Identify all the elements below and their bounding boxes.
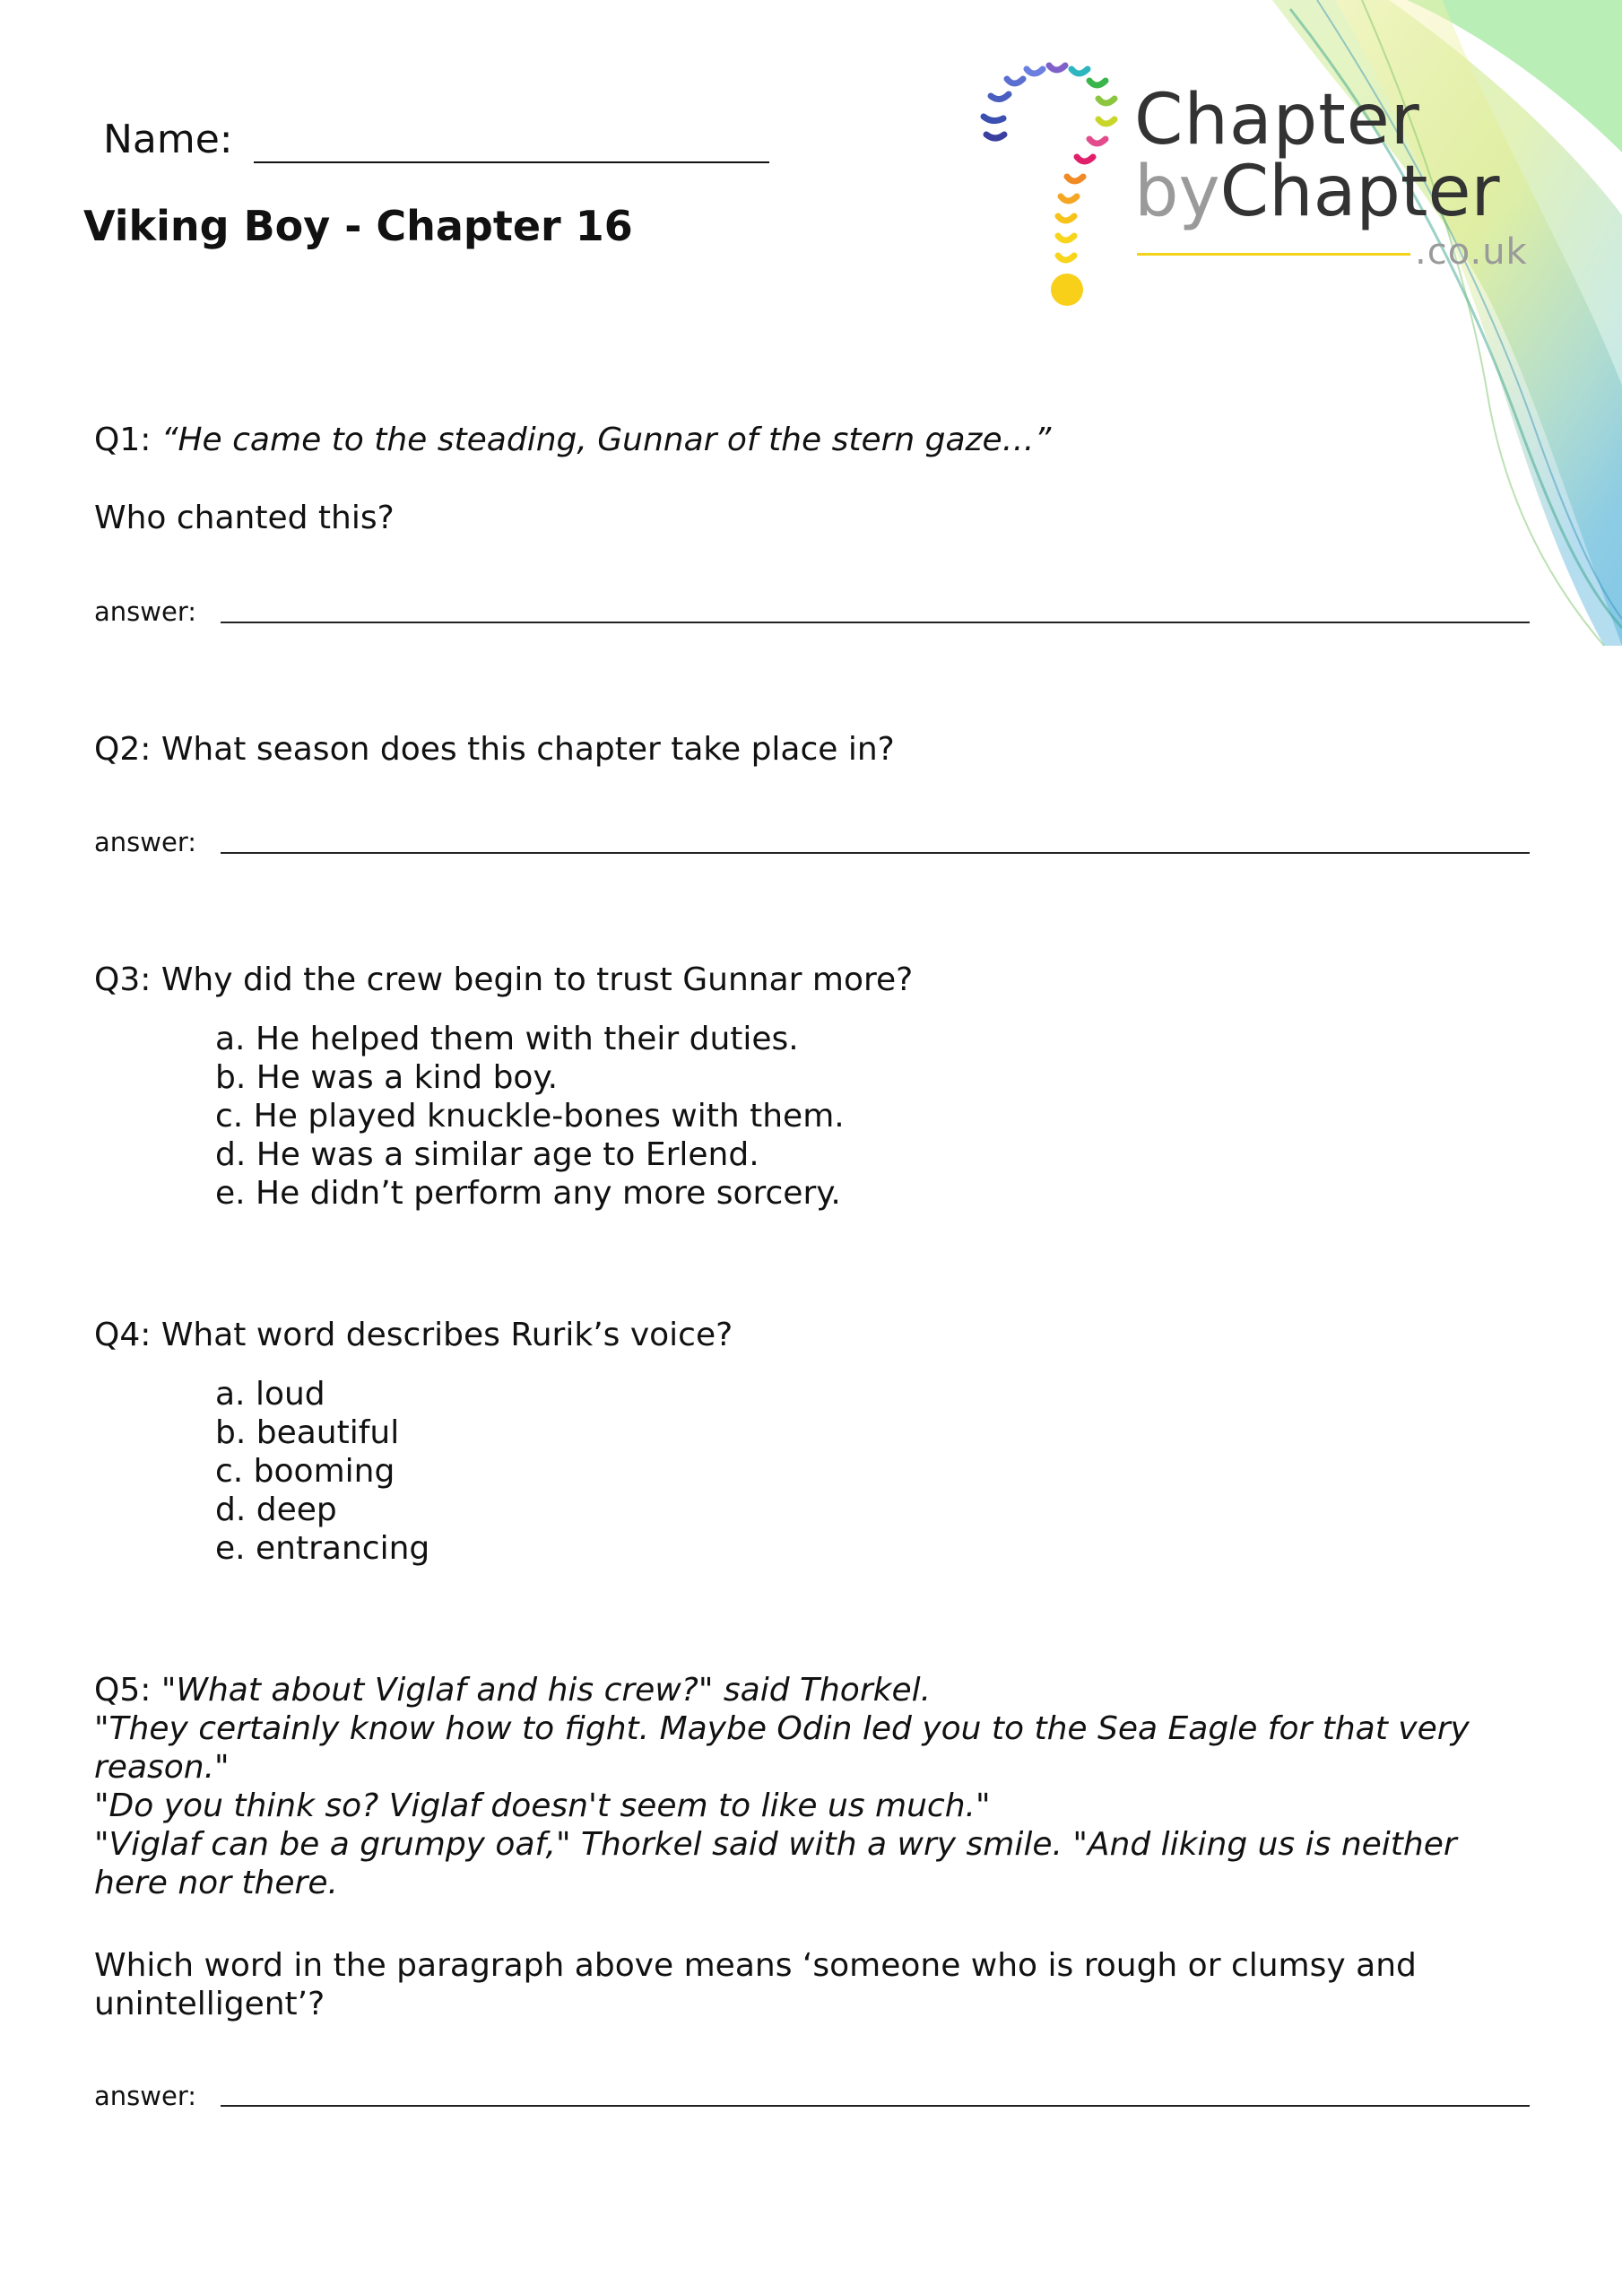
- q4-options: [215, 1375, 429, 1568]
- q2-answer-line[interactable]: [221, 852, 1530, 854]
- q5-passage-line-5: "Viglaf can be a grumpy oaf," Thorkel said with a wry smile. "And liking us is neither: [94, 1826, 1457, 1863]
- q5-answer-label: answer:: [94, 2081, 197, 2111]
- logo-chapter-text-2: Chapter: [1219, 152, 1500, 232]
- q4-option-c: c. booming: [215, 1453, 395, 1490]
- q3-option-b: b. He was a kind boy.: [215, 1059, 559, 1096]
- q1-question: Who chanted this?: [94, 500, 395, 536]
- q3-option-c: c. He played knuckle-bones with them.: [215, 1098, 845, 1135]
- q3-option-e: e. He didn’t perform any more sorcery.: [215, 1175, 841, 1212]
- q1-answer-label: answer:: [94, 596, 197, 627]
- q1-answer-line[interactable]: [221, 622, 1530, 623]
- q5-question-line-1: Which word in the paragraph above means ‘someone who is rough or clumsy and: [94, 1947, 1417, 1984]
- q1-prefix: Q1:: [94, 422, 152, 458]
- q1-quote: “He came to the steading, Gunnar of the stern gaze…”: [160, 422, 1052, 458]
- q4-option-b: b. beautiful: [215, 1414, 400, 1451]
- q5-passage-line-3: reason.": [94, 1749, 230, 1786]
- q4-question: Q4: What word describes Rurik’s voice?: [94, 1317, 733, 1353]
- q3-option-d: d. He was a similar age to Erlend.: [215, 1136, 759, 1173]
- q5-question-line-2: unintelligent’?: [94, 1986, 325, 2022]
- logo-chapter-text: Chapter: [1134, 80, 1420, 161]
- worksheet-title: Viking Boy - Chapter 16: [83, 202, 633, 250]
- q5-answer-line[interactable]: [221, 2105, 1530, 2107]
- q4-option-a: a. loud: [215, 1376, 325, 1413]
- q3-question: Q3: Why did the crew begin to trust Gunnar more?: [94, 961, 914, 998]
- logo-underline: [1137, 253, 1410, 256]
- q3-options: [215, 1020, 845, 1213]
- q4-option-d: d. deep: [215, 1492, 337, 1528]
- q5-passage-line-1: "What about Viglaf and his crew?" said Thorkel.: [160, 1672, 932, 1709]
- q2-question: Q2: What season does this chapter take place in?: [94, 731, 895, 768]
- q5-passage: [94, 1671, 1470, 1902]
- name-input-line[interactable]: [254, 161, 769, 163]
- q4-option-e: e. entrancing: [215, 1530, 430, 1567]
- q5-passage-line-2: "They certainly know how to fight. Maybe Odin led you to the Sea Eagle for that very: [94, 1710, 1470, 1747]
- q1-heading: [94, 422, 1051, 458]
- q5-question: [94, 1946, 1417, 2023]
- q5-prefix: Q5:: [94, 1672, 152, 1709]
- q3-option-a: a. He helped them with their duties.: [215, 1021, 799, 1057]
- logo-domain: .co.uk: [1415, 231, 1528, 273]
- q5-passage-line-6: here nor there.: [94, 1865, 338, 1901]
- q5-passage-line-4: "Do you think so? Viglaf doesn't seem to like us much.": [94, 1787, 991, 1824]
- q2-answer-label: answer:: [94, 827, 197, 857]
- logo-by-text: by: [1134, 152, 1220, 232]
- name-label: Name:: [103, 117, 233, 162]
